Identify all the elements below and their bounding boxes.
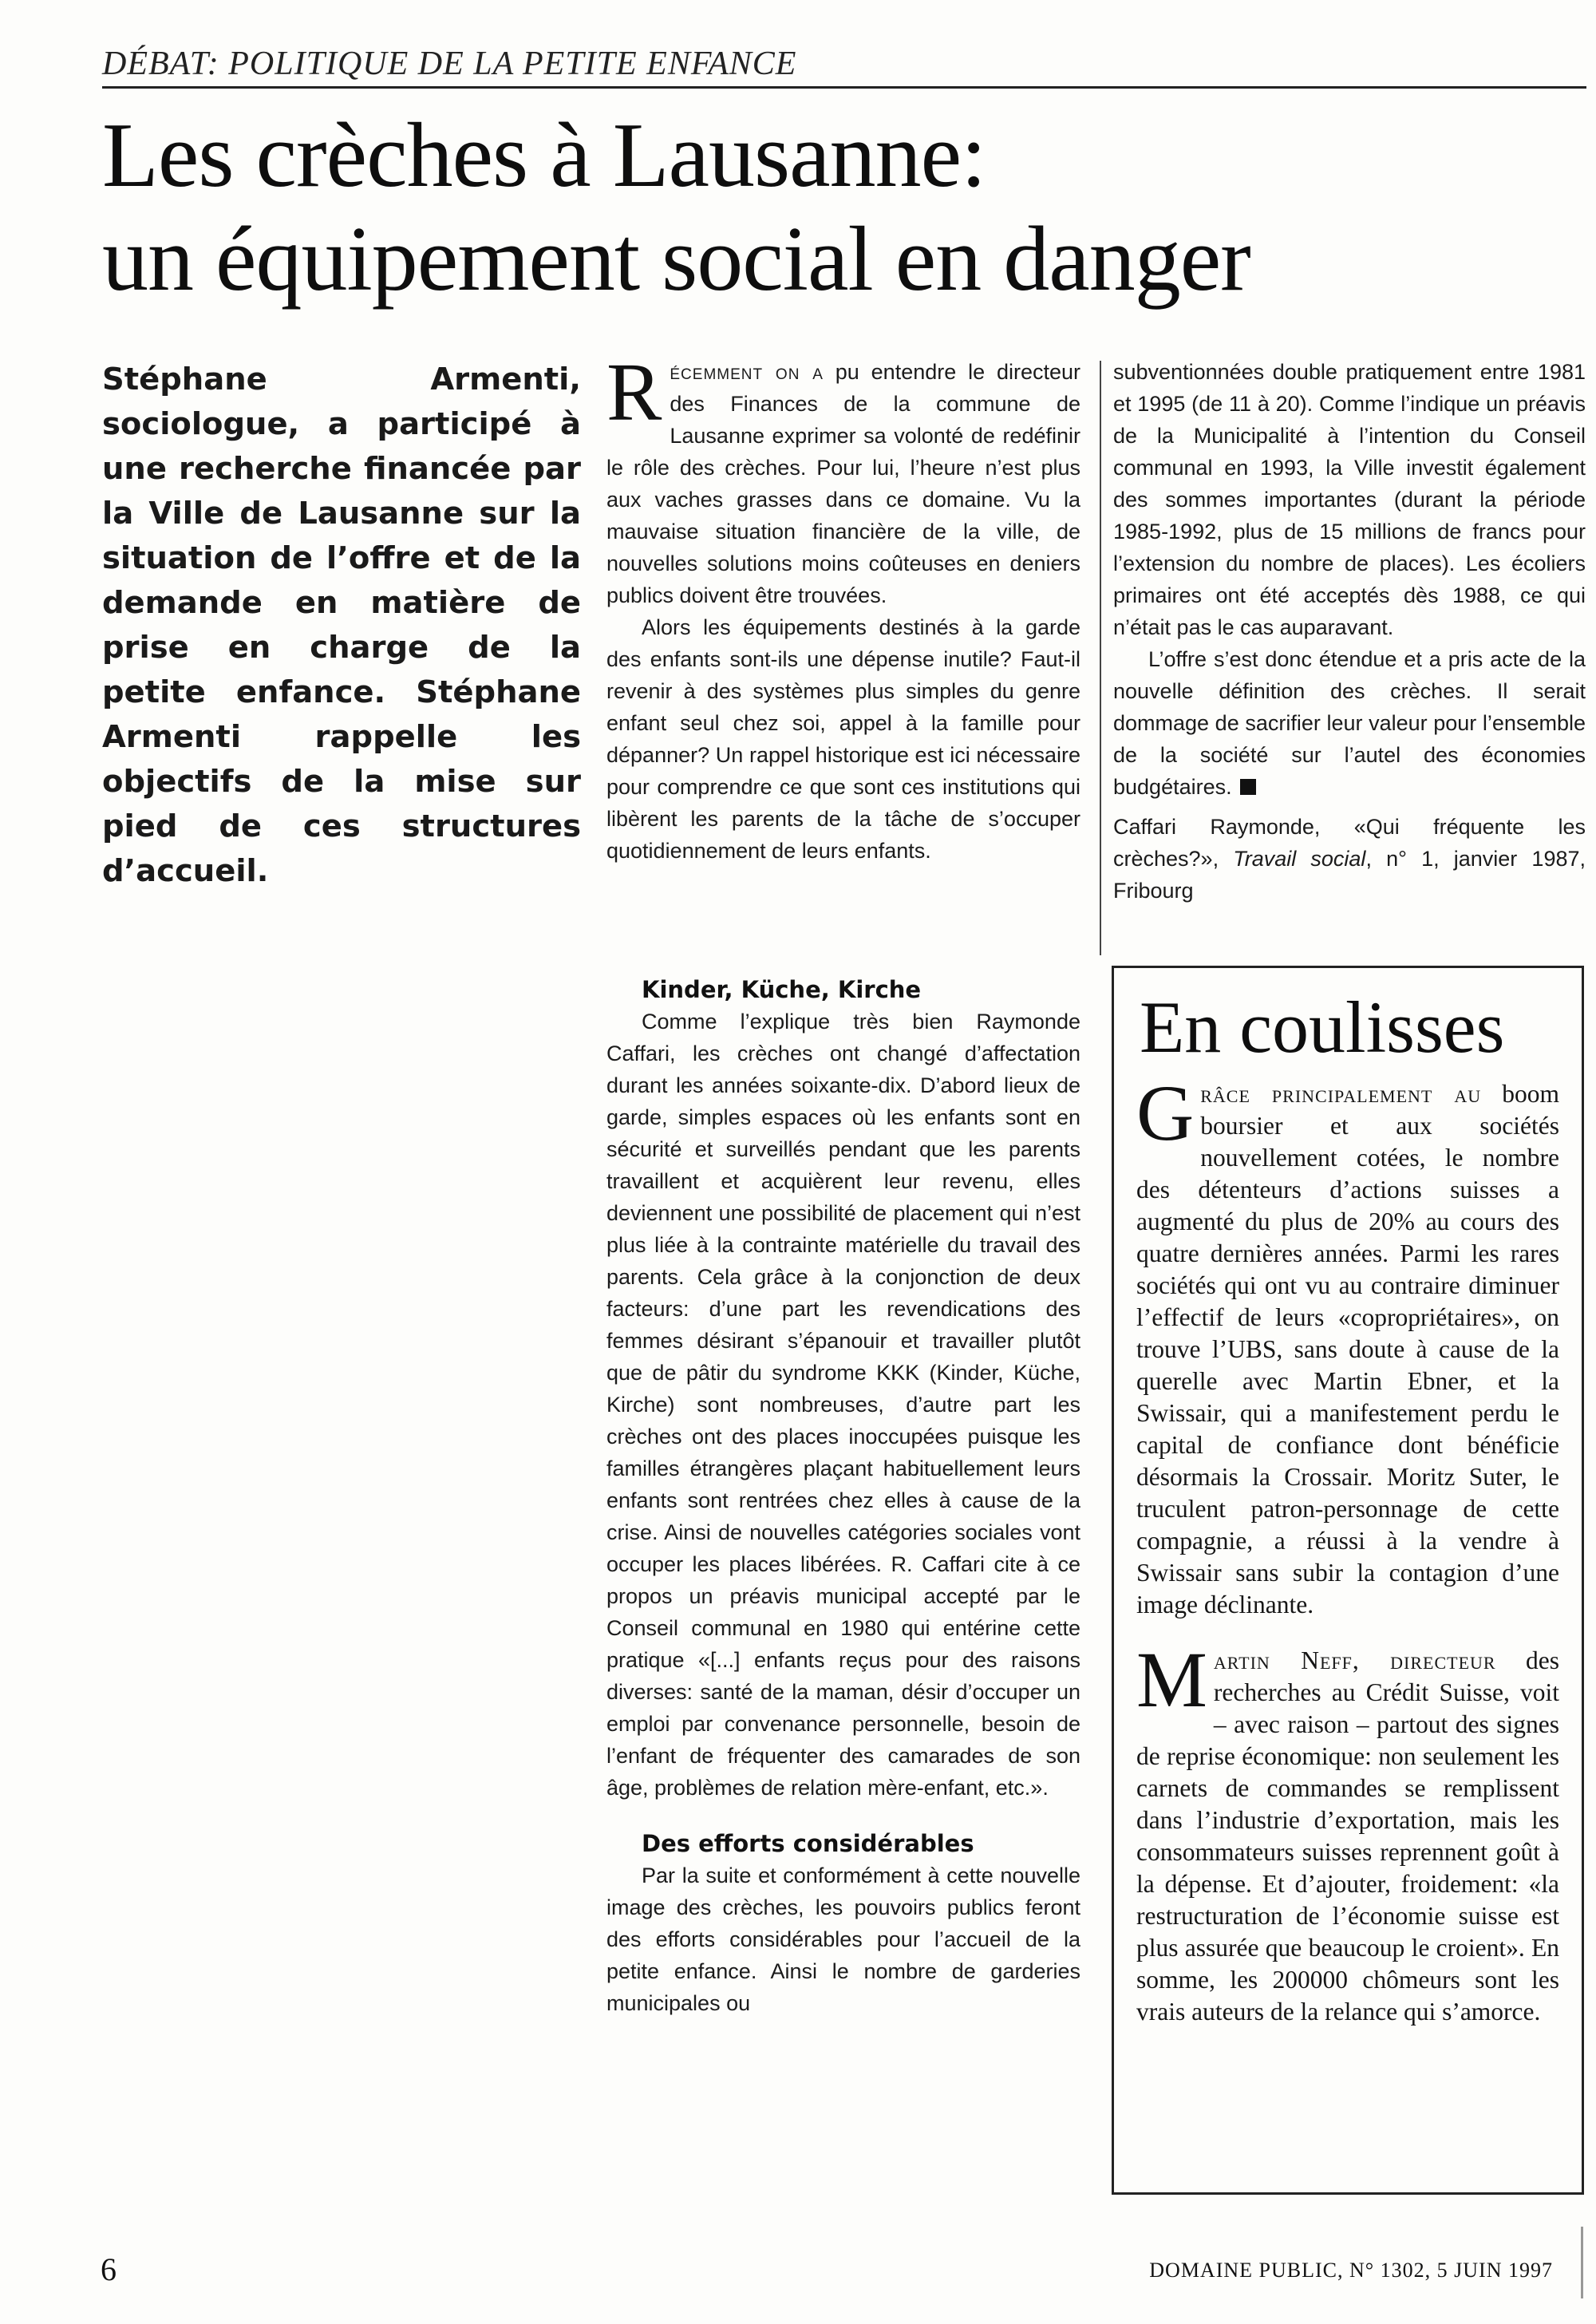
- article-headline: [102, 104, 1555, 311]
- section-kicker: DÉBAT: POLITIQUE DE LA PETITE ENFANCE: [102, 45, 1586, 89]
- end-mark-icon: [1240, 779, 1256, 795]
- reference-author: Caffari Raymonde, «Qui fréquente les crèches?»,: [1113, 815, 1586, 871]
- sidebar-body: [1136, 1069, 1559, 2028]
- subheading-efforts: Des efforts considérables: [642, 1830, 974, 1857]
- article-column-2-lower: [606, 974, 1080, 2019]
- small-caps-opening: artin Neff, directeur: [1213, 1646, 1496, 1674]
- article-paragraph-5: subventionnées double pratiquement entre 1981 et 1995 (de 11 à 20). Comme l’indique un préavis de la Municipalité à l’intention du Conseil communal en 1993, la Ville investit également des sommes importantes (durant la période 1985-1992, plus de 15 millions de francs pour l’extension du nombre de places). Les écoliers primaires ont été acceptés dès 1988, ce qui n’était pas le cas auparavant.: [1113, 360, 1586, 639]
- reference-title: Travail social: [1233, 847, 1366, 871]
- drop-cap: R: [606, 346, 662, 438]
- small-caps-opening: écemment on a: [670, 360, 824, 384]
- sidebar-paragraph-2: [1136, 1635, 1559, 2028]
- sidebar-box: [1112, 966, 1584, 2195]
- article-column-3: [1113, 356, 1586, 907]
- article-paragraph-1: [606, 346, 1080, 611]
- article-lead: Stéphane Armenti, sociologue, a participé à une recherche financée par la Ville de Lausanne sur la situation de l’offre et de la demande en matière de prise en charge de la petite enfance. Stéphane Armenti rappelle les objectifs de la mise sur pied de ces structures d’accueil.: [102, 362, 581, 889]
- paragraph-text: des recherches au Crédit Suisse, voit – avec raison – partout des signes de reprise économique: non seulement les carnets de commandes se remplissent dans l’industrie d’exportation, mais les consommateurs suisses reprennent goût à la dépense. Et d’ajouter, froidement: «la restructuration de l’économie suisse est plus assurée que beaucoup le croient». En somme, les 200000 chômeurs sont les vrais auteurs de la relance qui s’amorce.: [1136, 1646, 1559, 2026]
- publication-footer: DOMAINE PUBLIC, N° 1302, 5 JUIN 1997: [1149, 2259, 1553, 2282]
- reference-note: [1113, 811, 1586, 907]
- small-caps-opening: râce principalement au: [1200, 1080, 1482, 1108]
- article-paragraph-6: [1113, 643, 1586, 803]
- sidebar-title: En coulisses: [1140, 986, 1505, 1068]
- page-number: 6: [101, 2251, 117, 2287]
- page-edge-mark: [1581, 2227, 1583, 2298]
- article-paragraph-3: Comme l’explique très bien Raymonde Caffari, les crèches ont changé d’affectation durant les années soixante-dix. D’abord lieux de garde, simples espaces où les enfants sont en sécurité et surveillés pendant que les parents travaillent et acquièrent leur revenu, elles deviennent une possibilité de placement qui n’est plus liée à la contrainte matérielle du travail des parents. Cela grâce à la conjonction de deux facteurs: d’une part les revendications des femmes désirant s’épanouir et travailler plutôt que de pâtir du syndrome KKK (Kinder, Küche, Kirche) sont nombreuses, d’autre part les crèches ont des places inoccupées puisque les familles étrangères plaçant habituellement leurs enfants sont rentrées chez elles à cause de la crise. Ainsi de nouvelles catégories sociales vont occuper les places libérées. R. Caffari cite à ce propos un préavis municipal accepté par le Conseil communal en 1980 qui entérine cette pratique «[...] enfants reçus pour des raisons diverses: santé de la maman, désir d’occuper un emploi par convenance personnelle, besoin de l’enfant de fréquenter des camarades de son âge, problèmes de relation mère-enfant, etc.».: [606, 1010, 1080, 1800]
- drop-cap: M: [1136, 1635, 1207, 1724]
- subheading-kinder: Kinder, Küche, Kirche: [642, 976, 922, 1003]
- reference-details: , n° 1, janvier 1987, Fribourg: [1113, 847, 1586, 903]
- article-paragraph-4: Par la suite et conformément à cette nouvelle image des crèches, les pouvoirs publics feront des efforts considérables pour l’accueil de la petite enfance. Ainsi le nombre de garderies municipales ou: [606, 1864, 1080, 2015]
- headline-line-2: un équipement social en danger: [102, 208, 1250, 310]
- paragraph-text: pu entendre le directeur des Finances de la commune de Lausanne exprimer sa volonté de redéfinir le rôle des crèches. Pour lui, l’heure n’est plus aux vaches grasses dans ce domaine. Vu la mauvaise situation financière de la ville, de nouvelles solutions moins coûteuses en deniers publics doivent être trouvées.: [606, 360, 1080, 607]
- column-divider: [1100, 361, 1101, 955]
- article-column-2: [606, 346, 1080, 867]
- drop-cap: G: [1136, 1069, 1195, 1157]
- article-paragraph-2: Alors les équipements destinés à la garde des enfants sont-ils une dépense inutile? Faut-il revenir à des systèmes plus simples du genre enfant seul chez soi, appel à la famille pour dépanner? Un rappel historique est ici nécessaire pour comprendre ce que sont ces institutions qui libèrent les parents de la tâche de s’occuper quotidiennement de leurs enfants.: [606, 615, 1080, 863]
- paragraph-text: L’offre s’est donc étendue et a pris acte de la nouvelle définition des crèches. Il serait dommage de sacrifier leur valeur pour l’ensemble de la société sur l’autel des économies budgétaires.: [1113, 647, 1586, 799]
- sidebar-paragraph-1: [1136, 1069, 1559, 1621]
- headline-line-1: Les crèches à Lausanne:: [102, 105, 986, 207]
- paragraph-text: boom boursier et aux sociétés nouvellement cotées, le nombre des détenteurs d’actions suisses a augmenté du plus de 20% au cours des quatre dernières années. Parmi les rares sociétés qui ont vu au contraire diminuer l’effectif de leurs «copropriétaires», on trouve l’UBS, sans doute à cause de la querelle avec Martin Ebner, et la Swissair, qui a manifestement perdu le capital de confiance dont bénéficie désormais la Crossair. Moritz Suter, le truculent patron-personnage de cette compagnie, a réussi à la vendre à Swissair sans subir la contagion d’une image déclinante.: [1136, 1080, 1559, 1618]
